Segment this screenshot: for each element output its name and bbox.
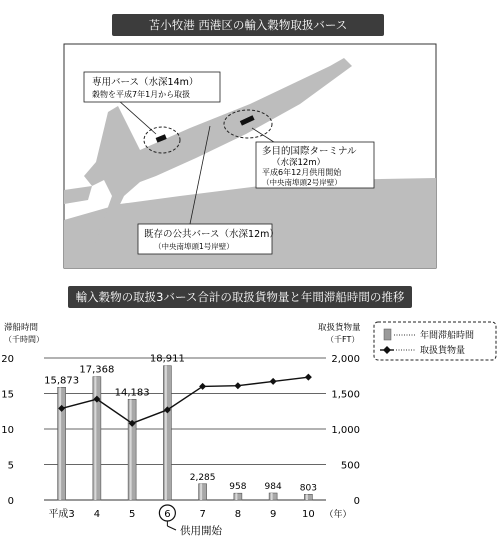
bar-highlight <box>235 493 237 500</box>
right-axis-label-1: 取扱貨物量 <box>318 323 361 333</box>
bar-data-label: 803 <box>299 483 317 494</box>
year-unit-label: （年） <box>324 510 352 520</box>
left-axis-label-1: 滞船時間 <box>4 323 39 333</box>
callout-terminal-note: 平成6年12月供用開始 <box>262 168 342 177</box>
x-tick-label: 6 <box>164 509 171 520</box>
callout-dedicated-title: 専用バース（水深14m） <box>92 77 199 88</box>
x-tick-label: 4 <box>93 509 101 520</box>
line-marker <box>270 378 277 385</box>
bar-data-label: 958 <box>229 482 247 493</box>
callout-dedicated-note: 穀物を平成7年1月から取扱 <box>92 90 191 99</box>
bar-data-label: 2,285 <box>189 472 216 483</box>
right-tick-label: 2,000 <box>331 354 360 365</box>
right-tick-label: 500 <box>340 460 360 472</box>
right-tick-label: 1,500 <box>331 389 360 401</box>
callout-public-sub: （中央南埠頭1号岸壁） <box>154 242 234 251</box>
bar-highlight <box>200 484 202 500</box>
chart-body <box>1 354 360 530</box>
callout-terminal-title: 多目的国際ターミナル <box>262 146 357 157</box>
line-marker <box>234 382 241 389</box>
bar <box>199 484 207 500</box>
map-title: 苫小牧港 西港区の輸入穀物取扱バース <box>112 14 384 36</box>
bar-data-label: 17,368 <box>79 364 115 376</box>
callout-terminal-sub: （中央南埠頭2号岸壁） <box>262 178 342 187</box>
line-marker <box>305 374 312 381</box>
bar <box>304 494 312 500</box>
legend-bar-label: 年間滞船時間 <box>420 331 475 341</box>
bar-highlight <box>271 493 273 500</box>
bar-highlight <box>130 399 132 500</box>
x-tick-label: 10 <box>302 509 315 520</box>
bar <box>234 493 242 500</box>
x-tick-label: 7 <box>199 509 206 520</box>
legend-line-label: 取扱貨物量 <box>420 346 466 356</box>
left-axis-label-2: （千時間） <box>4 335 44 344</box>
left-tick-label: 15 <box>1 389 14 401</box>
bar-highlight <box>59 387 61 500</box>
x-tick-label: 平成3 <box>48 509 75 520</box>
bar <box>163 366 171 500</box>
left-tick-label: 10 <box>1 425 14 436</box>
right-tick-label: 0 <box>353 496 360 507</box>
x-tick-label: 5 <box>128 509 136 520</box>
bar-data-label: 15,873 <box>44 375 80 387</box>
callout-terminal-depth: （水深12m） <box>272 158 326 168</box>
bar-data-label: 14,183 <box>114 387 150 399</box>
x-tick-label: 8 <box>234 509 242 520</box>
bar <box>269 493 277 500</box>
x-tick-label: 9 <box>269 509 277 520</box>
right-tick-label: 1,000 <box>331 425 360 436</box>
bar-highlight <box>94 377 96 500</box>
left-tick-label: 5 <box>7 460 14 472</box>
bar <box>58 387 66 500</box>
bar-highlight <box>306 494 308 500</box>
left-tick-label: 0 <box>7 496 14 507</box>
bar <box>128 399 136 500</box>
bar <box>93 377 101 500</box>
left-tick-label: 20 <box>1 354 14 365</box>
annotation-leader-2 <box>167 526 176 530</box>
right-axis-label-2: （千FT） <box>326 335 360 344</box>
bar-highlight <box>165 366 167 500</box>
callout-public-title: 既存の公共バース（水深12m） <box>144 229 279 240</box>
bar-data-label: 18,911 <box>149 353 185 365</box>
legend-bar-swatch <box>384 329 391 340</box>
annotation-launch: 供用開始 <box>180 525 222 537</box>
bar-data-label: 984 <box>264 482 282 493</box>
chart-title: 輸入穀物の取扱3バース合計の取扱貨物量と年間滞船時間の推移 <box>68 286 412 308</box>
